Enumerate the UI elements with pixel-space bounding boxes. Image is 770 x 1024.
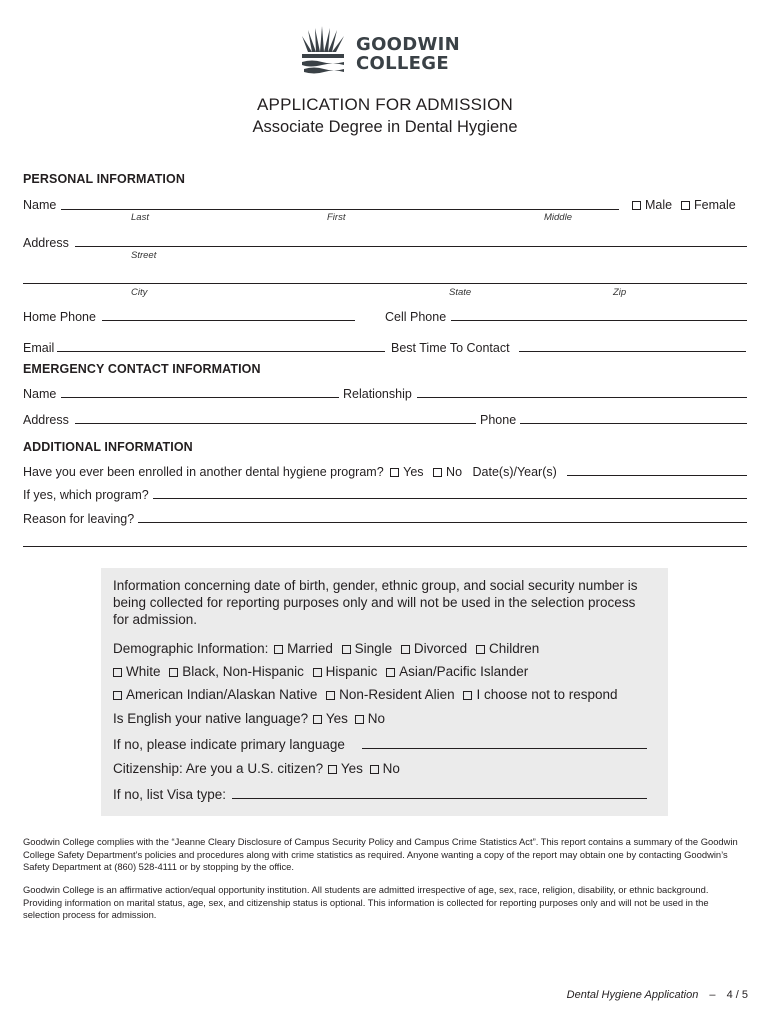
home-phone-label: Home Phone xyxy=(23,310,96,324)
form-title: APPLICATION FOR ADMISSION xyxy=(257,95,513,114)
married-checkbox[interactable] xyxy=(274,645,283,654)
equal-opportunity-notice: Goodwin College is an affirmative action/equal opportunity institution. All students are admitted irrespective of age, sex, race, religion, disability, or ethnic background. Providing information on marital status, age, sex, and citizenship status is optional. This information is collected for reporting purposes only and will not be used in the selection process for admission. xyxy=(23,884,709,920)
visa-type-field[interactable] xyxy=(232,798,647,799)
email-field[interactable] xyxy=(57,351,385,352)
male-option[interactable]: Male xyxy=(632,198,672,212)
first-caption: First xyxy=(327,212,346,223)
children-checkbox[interactable] xyxy=(476,645,485,654)
no-respond-checkbox[interactable] xyxy=(463,691,472,700)
reason-field-line-2[interactable] xyxy=(23,546,747,547)
emergency-phone-label: Phone xyxy=(480,413,517,427)
page-footer xyxy=(567,989,748,1001)
city-caption: City xyxy=(131,287,148,298)
footer-separator: – xyxy=(709,989,716,1001)
divorced-checkbox[interactable] xyxy=(401,645,410,654)
logo-mark-icon xyxy=(300,26,352,78)
emergency-address-label: Address xyxy=(23,413,69,427)
additional-info-heading: ADDITIONAL INFORMATION xyxy=(23,440,193,454)
document-name: Dental Hygiene Application xyxy=(566,989,699,1001)
ethnicity-row-2: American Indian/Alaskan Native Non-Resident Alien I choose not to respond xyxy=(113,686,618,703)
enrolled-question: Have you ever been enrolled in another dental hygiene program? Yes No Date(s)/Year(s) xyxy=(23,465,557,479)
which-program-label: If yes, which program? xyxy=(23,488,149,502)
relationship-field[interactable] xyxy=(417,397,747,398)
middle-caption: Middle xyxy=(544,212,572,223)
best-time-label: Best Time To Contact xyxy=(391,341,510,355)
primary-language-field[interactable] xyxy=(362,748,647,749)
reason-field[interactable] xyxy=(138,522,747,523)
form-subtitle: Associate Degree in Dental Hygiene xyxy=(252,118,518,136)
reason-label: Reason for leaving? xyxy=(23,512,135,526)
home-phone-field[interactable] xyxy=(102,320,355,321)
hispanic-checkbox[interactable] xyxy=(313,668,322,677)
emergency-phone-field[interactable] xyxy=(520,423,747,424)
ethnicity-row-1: White Black, Non-Hispanic Hispanic Asian/Pacific Islander xyxy=(113,663,528,680)
enrolled-no-checkbox[interactable] xyxy=(433,468,442,477)
emergency-address-field[interactable] xyxy=(75,423,476,424)
which-program-field[interactable] xyxy=(153,498,747,499)
goodwin-college-logo xyxy=(300,26,475,78)
primary-language-label: If no, please indicate primary language xyxy=(113,737,345,752)
state-caption: State xyxy=(449,287,472,298)
marital-status-row: Demographic Information: Married Single Divorced Children xyxy=(113,641,540,656)
zip-caption: Zip xyxy=(613,287,627,298)
citizenship-row: Citizenship: Are you a U.S. citizen? Yes No xyxy=(113,761,400,776)
black-checkbox[interactable] xyxy=(169,668,178,677)
citizen-no-checkbox[interactable] xyxy=(370,765,379,774)
visa-type-label: If no, list Visa type: xyxy=(113,787,227,802)
female-option[interactable]: Female xyxy=(681,198,736,212)
address-label: Address xyxy=(23,236,69,250)
clery-act-notice: Goodwin College complies with the “Jeanne Cleary Disclosure of Campus Security Policy and Campus Crime Statistics Act”. This report contains a summary of the Goodwin College Safety Department’s policies and procedures along with crime statistics as required. Anyone wanting a copy of the report may obtain one by contacting Goodwin’s Safety Department at (860) 528-4111 or by stopping by the office. xyxy=(23,836,738,872)
american-indian-checkbox[interactable] xyxy=(113,691,122,700)
logo-wordmark: GOODWIN COLLEGE xyxy=(356,34,461,74)
cell-phone-label: Cell Phone xyxy=(385,310,447,324)
name-field[interactable] xyxy=(61,209,619,210)
single-checkbox[interactable] xyxy=(342,645,351,654)
name-label: Name xyxy=(23,198,57,212)
emergency-name-label: Name xyxy=(23,387,57,401)
last-caption: Last xyxy=(131,212,149,223)
page-number: 4 / 5 xyxy=(726,989,748,1001)
email-label: Email xyxy=(23,341,55,355)
emergency-contact-heading: EMERGENCY CONTACT INFORMATION xyxy=(23,362,261,376)
white-checkbox[interactable] xyxy=(113,668,122,677)
citizen-yes-checkbox[interactable] xyxy=(328,765,337,774)
street-caption: Street xyxy=(131,250,157,261)
nonresident-checkbox[interactable] xyxy=(326,691,335,700)
street-field[interactable] xyxy=(75,246,747,247)
male-checkbox[interactable] xyxy=(632,201,641,210)
cell-phone-field[interactable] xyxy=(451,320,747,321)
enrolled-yes-checkbox[interactable] xyxy=(390,468,399,477)
enrolled-dates-field[interactable] xyxy=(567,475,747,476)
demographic-disclaimer: Information concerning date of birth, gender, ethnic group, and social security number is being collected for reporting purposes only and will not be used in the selection process for admission. xyxy=(113,578,638,627)
relationship-label: Relationship xyxy=(343,387,412,401)
english-native-row: Is English your native language? Yes No xyxy=(113,711,385,726)
english-no-checkbox[interactable] xyxy=(355,715,364,724)
best-time-field[interactable] xyxy=(519,351,746,352)
emergency-name-field[interactable] xyxy=(61,397,339,398)
female-checkbox[interactable] xyxy=(681,201,690,210)
city-state-zip-field[interactable] xyxy=(23,283,747,284)
asian-checkbox[interactable] xyxy=(386,668,395,677)
personal-info-heading: PERSONAL INFORMATION xyxy=(23,172,185,186)
english-yes-checkbox[interactable] xyxy=(313,715,322,724)
